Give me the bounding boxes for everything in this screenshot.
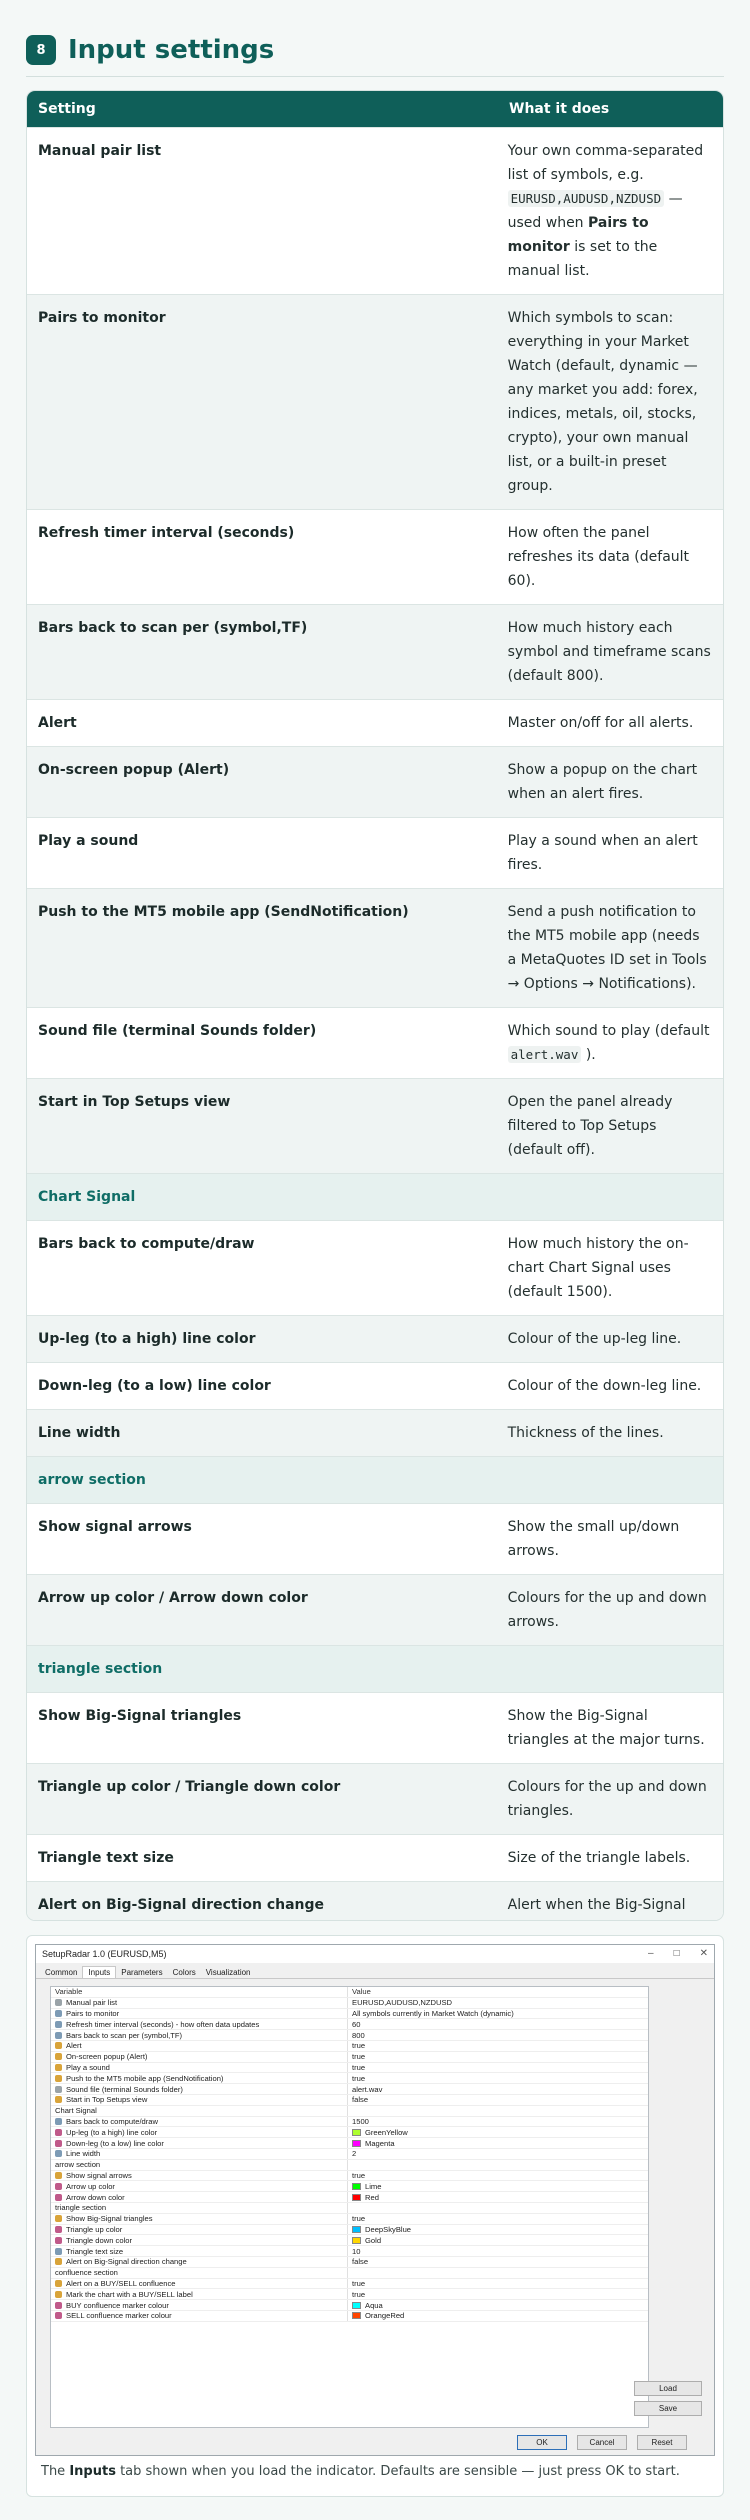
grid-row[interactable] [51,2214,648,2225]
grid-row[interactable] [51,2160,648,2171]
table-row [27,1315,723,1362]
grid-row[interactable] [51,2127,648,2138]
section-label: arrow section [38,1472,146,1488]
table-row [27,817,723,888]
grid-variable-label: Play a sound [66,2062,110,2072]
setting-description: Show the Big-Signal triangles at the major turns. [507,1708,705,1748]
grid-value-text: EURUSD,AUDUSD,NZDUSD [352,1998,452,2008]
color-swatch [352,2226,361,2233]
grid-variable-label: Triangle text size [66,2246,124,2256]
grid-variable-label: Start in Top Setups view [66,2095,148,2105]
table-section-row [27,1645,723,1692]
tab-parameters[interactable]: Parameters [121,1968,163,1977]
grid-value[interactable] [348,2117,648,2127]
table-row [27,1220,723,1315]
table-row [27,1881,723,1921]
setting-name: Triangle text size [38,1850,174,1866]
grid-value[interactable] [348,2192,648,2202]
grid-row[interactable] [51,1998,648,2009]
grid-value[interactable] [348,2171,648,2181]
grid-row[interactable] [51,2138,648,2149]
section-header [26,30,724,70]
grid-variable [51,2084,348,2094]
grid-variable-label: Refresh timer interval (seconds) - how often data updates [66,2019,260,2029]
bool-type-icon [55,2096,62,2103]
setting-name: Play a sound [38,833,139,849]
grid-value[interactable] [348,2127,648,2137]
bool-type-icon [55,2258,62,2265]
grid-value[interactable] [348,2279,648,2289]
bool-type-icon [55,2075,62,2082]
table-row [27,746,723,817]
grid-variable-label: Show Big-Signal triangles [66,2214,153,2224]
num-type-icon [55,2010,62,2017]
table-row [27,1409,723,1456]
table-row [27,1007,723,1078]
grid-variable-label: Bars back to scan per (symbol,TF) [66,2030,183,2040]
grid-value[interactable] [348,2214,648,2224]
setting-name: Arrow up color / Arrow down color [38,1590,308,1606]
grid-variable-label: Arrow down color [66,2192,125,2202]
grid-value-text: 1500 [352,2116,369,2126]
grid-row[interactable] [51,2246,648,2257]
bool-type-icon [55,2291,62,2298]
grid-row[interactable] [51,2171,648,2182]
grid-variable [51,2214,348,2224]
section-label: Chart Signal [38,1189,136,1205]
setting-name: Bars back to compute/draw [38,1236,255,1252]
grid-value-text: true [352,2073,366,2083]
grid-variable-label: arrow section [55,2160,101,2170]
setting-description: Show a popup on the chart when an alert fires. [507,762,698,802]
grid-variable [51,2063,348,2073]
grid-variable [51,2127,348,2137]
col-type-icon [55,2226,62,2233]
num-type-icon [55,2248,62,2255]
table-row [27,294,723,509]
setting-description: Play a sound when an alert fires. [507,833,698,873]
table-row [27,1763,723,1834]
grid-value-text: alert.wav [352,2084,383,2094]
setting-description: Size of the triangle labels. [507,1850,691,1866]
grid-value-text: Magenta [365,2138,395,2148]
grid-row[interactable] [51,2268,648,2279]
setting-name: Bars back to scan per (symbol,TF) [38,620,308,636]
table-row [27,1834,723,1881]
grid-value-text: GreenYellow [365,2127,408,2137]
setting-name: Sound file (terminal Sounds folder) [38,1023,317,1039]
grid-value[interactable] [348,2041,648,2051]
grid-variable-label: Down-leg (to a low) line color [66,2138,164,2148]
grid-value-text: 10 [352,2246,361,2256]
grid-variable-label: On-screen popup (Alert) [66,2052,148,2062]
grid-header-variable: Variable [51,1987,348,1997]
grid-variable-label: Triangle down color [66,2235,132,2245]
setting-name: Pairs to monitor [38,310,166,326]
grid-variable-label: Alert [66,2041,82,2051]
grid-variable-label: SELL confluence marker colour [66,2311,172,2321]
section-number-badge: 8 [26,35,56,65]
section-label: triangle section [38,1661,163,1677]
load-button[interactable]: Load [634,2381,702,2396]
grid-variable [51,2138,348,2148]
setting-name: Alert [38,715,77,731]
tab-colors[interactable]: Colors [172,1968,196,1977]
grid-variable [51,2268,348,2278]
grid-row[interactable] [51,2311,648,2322]
grid-value[interactable] [348,2106,648,2116]
ok-button[interactable]: OK [517,2435,567,2450]
grid-value[interactable] [348,1998,648,2008]
grid-row[interactable] [51,2019,648,2030]
grid-value-text: OrangeRed [365,2311,405,2321]
grid-variable [51,2171,348,2181]
grid-variable [51,2117,348,2127]
grid-variable-label: Push to the MT5 mobile app (SendNotification) [66,2073,224,2083]
dialog-tabs [36,1963,714,1979]
section-title: Input settings [68,35,275,65]
table-section-row [27,1173,723,1220]
grid-row[interactable] [51,2117,648,2128]
settings-table [26,90,724,1921]
grid-variable-label: Sound file (terminal Sounds folder) [66,2084,183,2094]
col-type-icon [55,2183,62,2190]
col-type-icon [55,2129,62,2136]
grid-value[interactable] [348,2084,648,2094]
grid-variable-label: confluence section [55,2268,118,2278]
grid-header-value: Value [352,1987,371,1997]
grid-value-text: true [352,2052,366,2062]
color-swatch [352,2237,361,2244]
grid-value-text: true [352,2289,366,2299]
tab-visualization[interactable]: Visualization [205,1968,251,1977]
grid-value[interactable] [348,2030,648,2040]
setting-name: Alert on Big-Signal direction change [38,1897,325,1913]
grid-variable-label: Arrow up color [66,2181,115,2191]
setting-description: Send a push notification to the MT5 mobile app (needs a MetaQuotes ID set in Tools → Options → Notifications). [507,904,707,992]
setting-name: Down-leg (to a low) line color [38,1378,271,1394]
num-type-icon [55,2032,62,2039]
grid-variable [51,2235,348,2245]
grid-row[interactable] [51,2106,648,2117]
grid-variable [51,2225,348,2235]
grid-value[interactable] [348,2289,648,2299]
table-section-row [27,1456,723,1503]
grid-variable-label: Alert on Big-Signal direction change [66,2257,187,2267]
grid-variable-label: Bars back to compute/draw [66,2116,159,2126]
grid-variable [51,2257,348,2267]
cancel-button[interactable]: Cancel [577,2435,627,2450]
grid-value[interactable] [348,2138,648,2148]
grid-value[interactable] [348,2268,648,2278]
setting-description: Master on/off for all alerts. [507,715,694,731]
window-controls [648,1948,708,1959]
setting-name: On-screen popup (Alert) [38,762,230,778]
bool-type-icon [55,2053,62,2060]
grid-row[interactable] [51,2009,648,2020]
grid-variable-label: Line width [66,2149,101,2159]
grid-value-text: true [352,2062,366,2072]
setting-name: Refresh timer interval (seconds) [38,525,295,541]
grid-value-text: true [352,2041,366,2051]
grid-row[interactable] [51,2257,648,2268]
grid-variable [51,2192,348,2202]
grid-value[interactable] [348,2181,648,2191]
setting-name: Up-leg (to a high) line color [38,1331,256,1347]
grid-row[interactable] [51,2149,648,2160]
grid-row[interactable] [51,2095,648,2106]
bool-type-icon [55,2172,62,2179]
grid-variable-label: BUY confluence marker colour [66,2300,169,2310]
grid-variable [51,2095,348,2105]
num-type-icon [55,2021,62,2028]
setting-description: Which sound to play (default alert.wav ). [507,1023,710,1063]
grid-variable [51,2279,348,2289]
grid-row[interactable] [51,2041,648,2052]
txt-type-icon [55,1999,62,2006]
grid-row[interactable] [51,2084,648,2095]
color-swatch [352,2140,361,2147]
grid-variable-label: Pairs to monitor [66,2008,120,2018]
setting-description: Colour of the down-leg line. [507,1378,702,1394]
grid-value[interactable] [348,2009,648,2019]
num-type-icon [55,2118,62,2125]
setting-description: Colour of the up-leg line. [507,1331,682,1347]
grid-variable [51,2300,348,2310]
dialog-titlebar [36,1945,714,1963]
close-icon[interactable]: ✕ [699,1948,708,1959]
grid-value-text: false [352,2095,369,2105]
grid-variable [51,2203,348,2213]
setting-description: How much history the on-chart Chart Signal uses (default 1500). [507,1236,689,1300]
grid-variable [51,2289,348,2299]
grid-variable [51,2052,348,2062]
grid-header-row [51,1987,648,1998]
table-row [27,1078,723,1173]
grid-row[interactable] [51,2225,648,2236]
grid-variable [51,2246,348,2256]
grid-value[interactable] [348,2246,648,2256]
caption-strong: Inputs [69,2464,116,2479]
grid-value-text: 60 [352,2019,361,2029]
grid-variable [51,2019,348,2029]
grid-value-text: Gold [365,2235,382,2245]
grid-variable [51,2073,348,2083]
caption-text-b: tab shown when you load the indicator. Defaults are sensible — just press OK to start. [120,2464,680,2479]
grid-value[interactable] [348,2149,648,2159]
reset-button[interactable]: Reset [637,2435,687,2450]
table-row [27,888,723,1007]
setting-description: Open the panel already filtered to Top Setups (default off). [507,1094,673,1158]
maximize-icon[interactable]: □ [673,1948,680,1959]
grid-row[interactable] [51,2063,648,2074]
grid-row[interactable] [51,2192,648,2203]
setting-name: Push to the MT5 mobile app (SendNotification) [38,904,409,920]
grid-value-text: 800 [352,2030,365,2040]
grid-value[interactable] [348,2225,648,2235]
figure-caption [41,2464,680,2479]
grid-variable [51,2030,348,2040]
table-row [27,1692,723,1763]
setting-description: Colours for the up and down arrows. [507,1590,707,1630]
grid-value[interactable] [348,2160,648,2170]
grid-variable [51,2160,348,2170]
bool-type-icon [55,2064,62,2071]
grid-variable-label: Triangle up color [66,2224,123,2234]
grid-value-text: DeepSkyBlue [365,2224,412,2234]
header-setting: Setting [38,101,96,117]
tab-inputs[interactable]: Inputs [82,1966,116,1978]
grid-row[interactable] [51,2052,648,2063]
num-type-icon [55,2150,62,2157]
grid-variable-label: Up-leg (to a high) line color [66,2127,158,2137]
grid-value[interactable] [348,2052,648,2062]
grid-value-text: Lime [365,2181,382,2191]
grid-value[interactable] [348,2235,648,2245]
grid-value[interactable] [348,2300,648,2310]
setting-description: Alert when the Big-Signal [507,1897,686,1913]
col-type-icon [55,2312,62,2319]
grid-variable [51,2009,348,2019]
setting-description: Show the small up/down arrows. [507,1519,680,1559]
grid-variable [51,2181,348,2191]
caption-text-a: The [41,2464,66,2479]
grid-row[interactable] [51,2235,648,2246]
grid-value-text: true [352,2214,366,2224]
tab-common[interactable]: Common [45,1968,78,1977]
setting-name: Manual pair list [38,143,162,159]
setting-description: Thickness of the lines. [507,1425,664,1441]
grid-row[interactable] [51,2279,648,2290]
indicator-dialog [35,1944,715,2456]
grid-value-text: true [352,2278,366,2288]
col-type-icon [55,2194,62,2201]
table-header [27,91,723,127]
grid-row[interactable] [51,2181,648,2192]
grid-row[interactable] [51,2289,648,2300]
color-swatch [352,2129,361,2136]
grid-row[interactable] [51,2300,648,2311]
grid-variable-label: Alert on a BUY/SELL confluence [66,2278,176,2288]
grid-value-text: true [352,2170,366,2180]
inputs-screenshot-figure [26,1935,724,2497]
txt-type-icon [55,2086,62,2093]
grid-value[interactable] [348,2019,648,2029]
header-what-it-does: What it does [509,101,610,117]
inputs-grid [50,1986,649,2428]
grid-variable [51,2311,348,2321]
grid-variable-label: Mark the chart with a BUY/SELL label [66,2289,193,2299]
grid-row[interactable] [51,2203,648,2214]
grid-value[interactable] [348,2257,648,2267]
setting-name: Triangle up color / Triangle down color [38,1779,341,1795]
table-row [27,127,723,294]
grid-value[interactable] [348,2063,648,2073]
setting-name: Show Big-Signal triangles [38,1708,242,1724]
grid-value[interactable] [348,2311,648,2321]
color-swatch [352,2194,361,2201]
grid-variable [51,2041,348,2051]
table-body [27,127,723,1921]
table-row [27,1503,723,1574]
col-type-icon [55,2237,62,2244]
grid-variable-label: Chart Signal [55,2106,97,2116]
grid-variable [51,1998,348,2008]
grid-variable-label: Show signal arrows [66,2170,132,2180]
grid-value-text: All symbols currently in Market Watch (dynamic) [352,2008,514,2018]
color-swatch [352,2183,361,2190]
grid-value-text: 2 [352,2149,357,2159]
grid-value[interactable] [348,2203,648,2213]
grid-value-text: Aqua [365,2300,383,2310]
table-row [27,604,723,699]
table-row [27,509,723,604]
minimize-icon[interactable]: – [648,1948,654,1959]
color-swatch [352,2312,361,2319]
dialog-title: SetupRadar 1.0 (EURUSD,M5) [42,1949,167,1959]
grid-value-text: Red [365,2192,379,2202]
setting-name: Show signal arrows [38,1519,192,1535]
save-button[interactable]: Save [634,2401,702,2416]
col-type-icon [55,2302,62,2309]
table-row [27,1362,723,1409]
col-type-icon [55,2140,62,2147]
grid-variable-label: Manual pair list [66,1998,118,2008]
grid-row[interactable] [51,2030,648,2041]
setting-description: How often the panel refreshes its data (default 60). [507,525,690,589]
grid-value[interactable] [348,2073,648,2083]
section-divider [26,76,724,77]
setting-description: Which symbols to scan: everything in your Market Watch (default, dynamic — any market you add: forex, indices, metals, oil, stocks, crypto), your own manual list, or a built-in preset group. [507,310,698,494]
grid-variable [51,2106,348,2116]
color-swatch [352,2302,361,2309]
table-row [27,1574,723,1645]
grid-row[interactable] [51,2073,648,2084]
grid-value[interactable] [348,2095,648,2105]
bool-type-icon [55,2042,62,2049]
setting-description: Colours for the up and down triangles. [507,1779,707,1819]
bool-type-icon [55,2280,62,2287]
grid-variable-label: triangle section [55,2203,107,2213]
grid-value-text: false [352,2257,369,2267]
setting-name: Start in Top Setups view [38,1094,231,1110]
table-row [27,699,723,746]
setting-description: How much history each symbol and timeframe scans (default 800). [507,620,711,684]
grid-variable [51,2149,348,2159]
setting-name: Line width [38,1425,121,1441]
bool-type-icon [55,2215,62,2222]
setting-description: Your own comma-separated list of symbols, e.g. EURUSD,AUDUSD,NZDUSD — used when Pairs to monitor is set to the manual list. [507,143,704,279]
